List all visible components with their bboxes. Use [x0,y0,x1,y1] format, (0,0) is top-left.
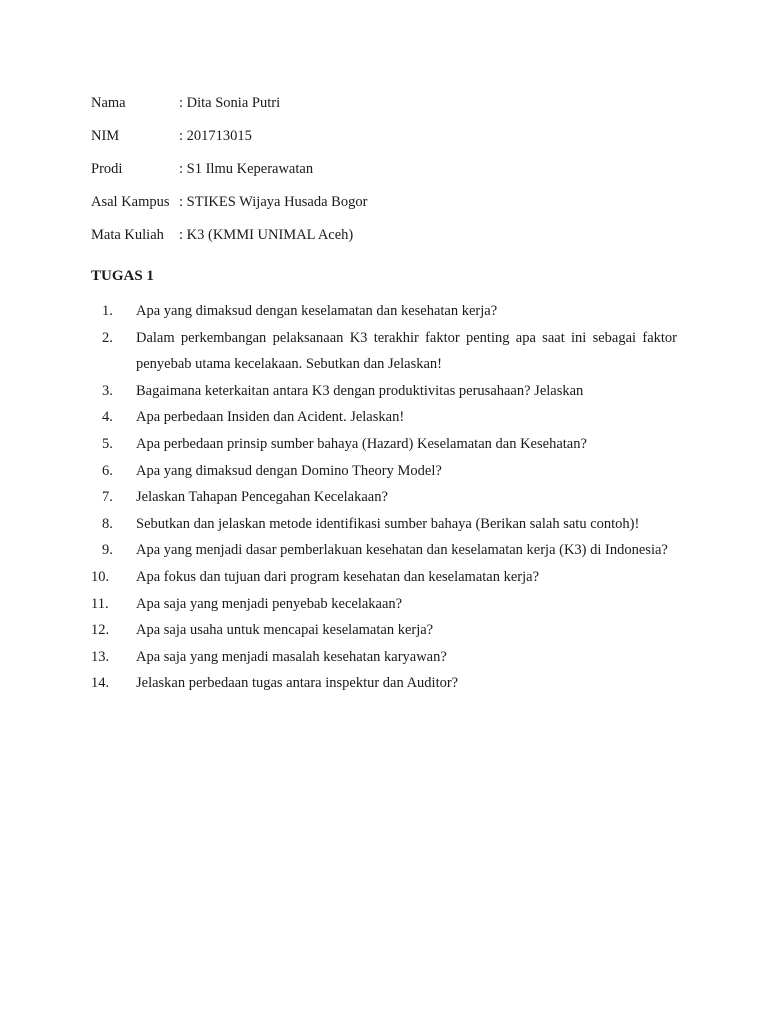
question-item [91,564,677,591]
question-number: 11. [91,595,109,612]
question-number: 4. [102,409,113,426]
question-item [91,591,677,618]
question-text: Apa saja usaha untuk mencapai keselamatan kerja? [136,622,434,639]
student-info [91,93,691,258]
question-text: Bagaimana keterkaitan antara K3 dengan produktivitas perusahaan? Jelaskan [136,382,584,399]
question-item [91,617,677,644]
question-text: Apa perbedaan Insiden dan Acident. Jelaskan! [136,409,405,426]
info-label: Nama [91,95,126,111]
question-text: Jelaskan perbedaan tugas antara inspektur dan Auditor? [136,675,459,692]
info-value: : K3 (KMMI UNIMAL Aceh) [179,227,354,243]
question-text: Sebutkan dan jelaskan metode identifikasi sumber bahaya (Berikan salah satu contoh)! [136,515,640,532]
question-item [91,670,677,697]
question-item [91,404,677,431]
question-item [91,325,677,378]
question-text: Apa yang menjadi dasar pemberlakuan kesehatan dan keselamatan kerja (K3) di Indonesia? [136,542,668,559]
question-text: Apa fokus dan tujuan dari program kesehatan dan keselamatan kerja? [136,568,540,585]
info-label: Asal Kampus [91,194,170,210]
info-value: : S1 Ilmu Keperawatan [179,161,314,177]
question-text: Apa yang dimaksud dengan Domino Theory Model? [136,462,442,479]
info-row-asal-kampus [91,192,691,225]
question-item [91,431,677,458]
question-text: Dalam perkembangan pelaksanaan K3 terakhir faktor penting apa saat ini sebagai faktor penyebab utama kecelakaan. Sebutkan dan Jelaskan! [136,329,677,373]
info-row-nim [91,126,691,159]
question-number: 1. [102,303,113,319]
info-label: Prodi [91,161,123,177]
question-text: Apa perbedaan prinsip sumber bahaya (Hazard) Keselamatan dan Kesehatan? [136,435,587,452]
question-number: 12. [91,622,110,639]
question-number: 9. [102,542,113,559]
question-number: 14. [91,675,110,692]
question-list [91,298,677,697]
question-number: 10. [91,568,110,585]
question-number: 8. [102,515,113,532]
assignment-heading: TUGAS 1 [91,268,154,284]
info-row-mata-kuliah [91,225,691,258]
question-item [91,458,677,485]
info-label: NIM [91,128,120,144]
info-row-prodi [91,159,691,192]
info-value: : Dita Sonia Putri [179,95,281,111]
question-number: 3. [102,382,113,399]
question-number: 2. [102,329,113,346]
question-text: Jelaskan Tahapan Pencegahan Kecelakaan? [136,489,388,506]
question-item [91,644,677,671]
question-text: Apa yang dimaksud dengan keselamatan dan kesehatan kerja? [136,303,498,319]
question-text: Apa saja yang menjadi masalah kesehatan karyawan? [136,648,447,665]
question-number: 13. [91,648,110,665]
info-value: : STIKES Wijaya Husada Bogor [179,194,368,210]
question-item [91,298,677,325]
question-item [91,378,677,405]
info-value: : 201713015 [179,128,252,144]
question-number: 7. [102,489,113,506]
info-label: Mata Kuliah [91,227,164,243]
question-number: 6. [102,462,113,479]
question-item [91,484,677,511]
question-text: Apa saja yang menjadi penyebab kecelakaan? [136,595,403,612]
question-number: 5. [102,435,113,452]
question-item [91,537,677,564]
info-row-nama [91,93,691,126]
question-item [91,511,677,538]
